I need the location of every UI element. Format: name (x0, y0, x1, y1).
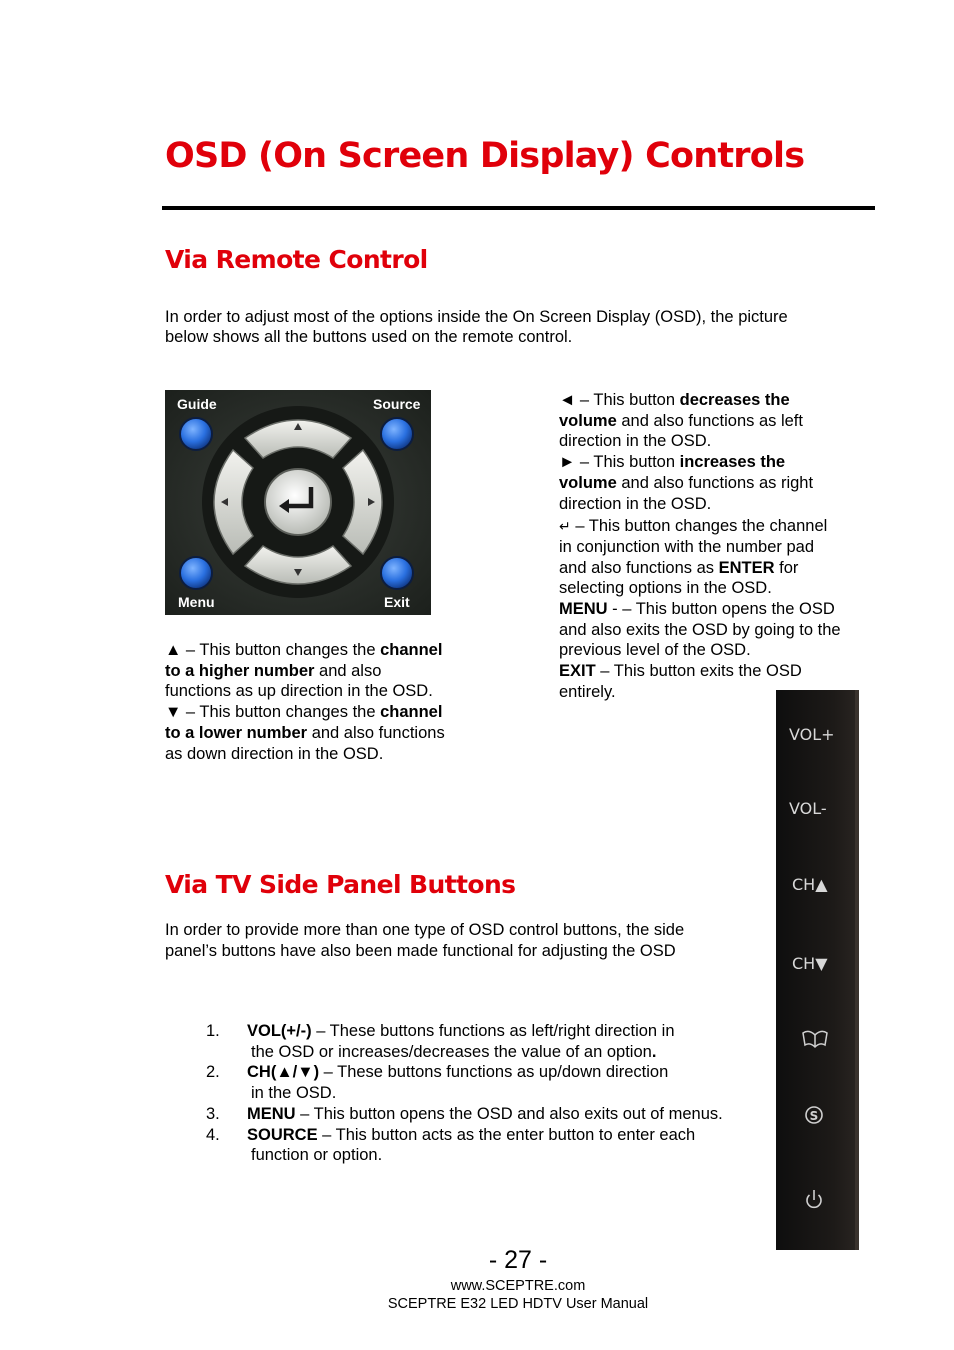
side-panel-button-list (206, 1021, 776, 1166)
vol-minus-label: VOL- (789, 799, 827, 818)
side-panel-image (776, 690, 859, 1250)
remote-guide-label: Guide (177, 396, 217, 412)
remote-button-descriptions: ◄ – This button decreases the volume and also functions as left direction in the OSD. ► – This button increases the volume and also functions as right direction in the OSD. ↵ – This button changes the channel in conjunction with the number pad and also functions as ENTER for selecting options in the OSD. MENU - – This button opens the OSD and also exits the OSD by going to the previous level of the OSD. EXIT – This button exits the OSD entirely. (559, 390, 889, 703)
title-divider (162, 206, 875, 210)
down-description: ▼ – This button changes the channel (165, 703, 443, 722)
side-panel-section-heading: Via TV Side Panel Buttons (165, 870, 516, 899)
remote-exit-label: Exit (384, 594, 410, 610)
right-description: ► – This button increases the (559, 453, 786, 472)
up-description: ▲ – This button changes the channel (165, 641, 443, 659)
remote-section-heading: Via Remote Control (165, 245, 428, 274)
down-arrow-glyph: ▼ (165, 703, 182, 722)
enter-description: ↵ – This button changes the channel (559, 517, 828, 536)
page-title: OSD (On Screen Display) Controls (165, 136, 805, 176)
footer-manual-title: SCEPTRE E32 LED HDTV User Manual (387, 1296, 649, 1312)
list-item: 1. VOL(+/-) – These buttons functions as left/right direction in the OSD or increases/decreases the value of an option. (206, 1022, 675, 1061)
ch-up-label: CH▲ (792, 875, 828, 894)
ch-down-label: CH▼ (792, 954, 828, 973)
footer-website: www.SCEPTRE.com (450, 1278, 586, 1294)
remote-intro-line-1: In order to adjust most of the options inside the On Screen Display (OSD), the picture (165, 308, 788, 326)
up-arrow-glyph: ▲ (165, 641, 182, 659)
right-arrow-glyph: ► (559, 453, 576, 472)
list-item: 3. MENU – This button opens the OSD and also exits out of menus. (206, 1104, 723, 1123)
side-intro-line-2: panel’s buttons have also been made functional for adjusting the OSD (165, 942, 676, 960)
side-intro-line-1: In order to provide more than one type of OSD control buttons, the side (165, 921, 685, 939)
left-arrow-glyph: ◄ (559, 391, 576, 409)
remote-updown-descriptions: ▲ – This button changes the channel to a higher number and also functions as up direction in the OSD. ▼ – This button changes the channel to a lower number and also functions as down direction in the OSD. (165, 640, 505, 764)
svg-text:S: S (809, 1109, 819, 1123)
remote-intro-line-2: below shows all the buttons used on the remote control. (165, 328, 573, 346)
enter-glyph: ↵ (559, 518, 571, 535)
remote-source-label: Source (373, 396, 421, 412)
menu-description: MENU - – This button opens the OSD (559, 600, 835, 619)
list-item: 4. SOURCE – This button acts as the enter button to enter each function or option. (206, 1125, 696, 1165)
exit-description: EXIT – This button exits the OSD (559, 662, 802, 681)
list-item: 2. CH(▲/▼) – These buttons functions as up/down direction in the OSD. (206, 1063, 669, 1103)
page-number: - 27 - (488, 1246, 548, 1274)
remote-menu-label: Menu (178, 594, 215, 610)
vol-plus-label: VOL+ (789, 725, 835, 744)
left-description: ◄ – This button decreases the (559, 391, 790, 409)
remote-control-image (165, 390, 431, 615)
